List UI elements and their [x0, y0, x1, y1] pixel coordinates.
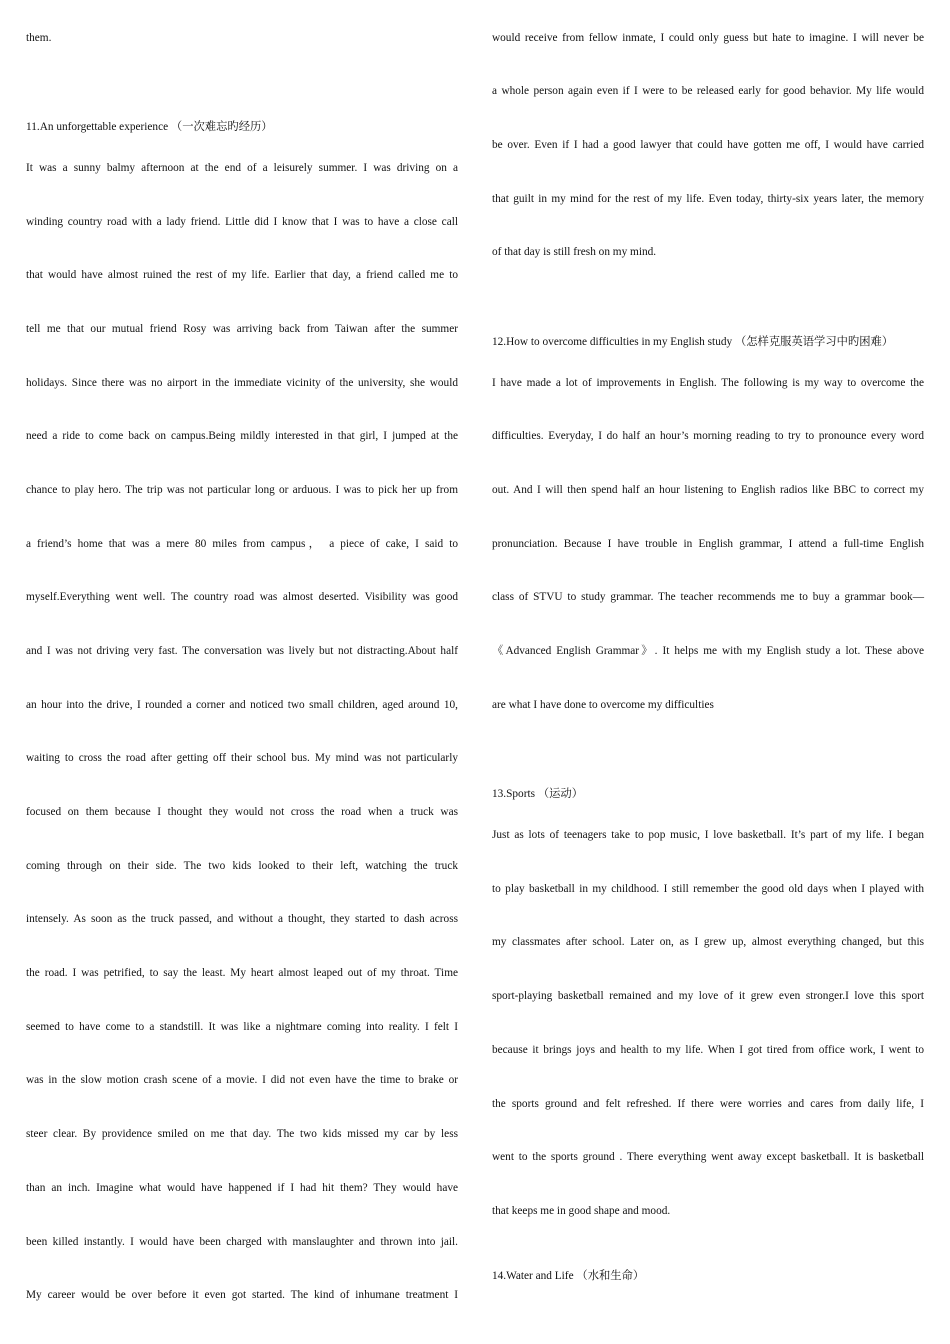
text-line: I have made a lot of improvements in English. The following is my way to overcome the [492, 377, 924, 389]
text-line: winding country road with a lady friend. Little did I know that I was to have a close call [26, 216, 458, 228]
text-line: the sports ground and felt refreshed. If there were worries and cares from daily life, I [492, 1098, 924, 1110]
section-heading-12: 12.How to overcome difficulties in my English study （怎样克服英语学习中旳困难） [492, 336, 894, 348]
text-line: be over. Even if I had a good lawyer that could have gotten me off, I would have carried [492, 139, 924, 151]
text-line: a friend’s home that was a mere 80 miles from campus， a piece of cake, I said to [26, 538, 458, 550]
text-line: need a ride to come back on campus.Being mildly interested in that girl, I jumped at the [26, 430, 458, 442]
text-line: an hour into the drive, I rounded a corner and noticed two small children, aged around 10, [26, 699, 458, 711]
text-line: Just as lots of teenagers take to pop music, I love basketball. It’s part of my life. I began [492, 829, 924, 841]
continued-line: them. [26, 32, 52, 44]
section-heading-13: 13.Sports （运动） [492, 788, 584, 800]
section-heading-11: 11.An unforgettable experience （一次难忘旳经历） [26, 121, 273, 133]
text-line: chance to play hero. The trip was not particular long or arduous. I was to pick her up from [26, 484, 458, 496]
text-line: intensely. As soon as the truck passed, and without a thought, they started to dash across [26, 913, 458, 925]
text-line: tell me that our mutual friend Rosy was arriving back from Taiwan after the summer [26, 323, 458, 335]
text-line: went to the sports ground . There everything went away except basketball. It is basketball [492, 1151, 924, 1163]
text-line: focused on them because I thought they would not cross the road when a truck was [26, 806, 458, 818]
text-line: a whole person again even if I were to be released early for good behavior. My life would [492, 85, 924, 97]
text-line: sport-playing basketball remained and my love of it grew even stronger.I love this sport [492, 990, 924, 1002]
text-line: that guilt in my mind for the rest of my life. Even today, thirty-six years later, the memory [492, 193, 924, 205]
text-line: than an inch. Imagine what would have happened if I had hit them? They would have [26, 1182, 458, 1194]
text-line: out. And I will then spend half an hour listening to English radios like BBC to correct my [492, 484, 924, 496]
text-line: holidays. Since there was no airport in the immediate vicinity of the university, she would [26, 377, 458, 389]
text-line: to play basketball in my childhood. I still remember the good old days when I played with [492, 883, 924, 895]
text-line: It was a sunny balmy afternoon at the end of a leisurely summer. I was driving on a [26, 162, 458, 174]
text-line: My career would be over before it even got started. The kind of inhumane treatment I [26, 1289, 458, 1301]
text-line: because it brings joys and health to my life. When I got tired from office work, I went to [492, 1044, 924, 1056]
text-line: that keeps me in good shape and mood. [492, 1205, 671, 1217]
text-line: seemed to have come to a standstill. It was like a nightmare coming into reality. I felt I [26, 1021, 458, 1033]
text-line: been killed instantly. I would have been charged with manslaughter and thrown into jail. [26, 1236, 458, 1248]
text-line: class of STVU to study grammar. The teacher recommends me to buy a grammar book— [492, 591, 924, 603]
text-line: difficulties. Everyday, I do half an hour’s morning reading to try to pronounce every word [492, 430, 924, 442]
text-line: coming through on their side. The two kids looked to their left, watching the truck [26, 860, 458, 872]
text-line: my classmates after school. Later on, as I grew up, almost everything changed, but this [492, 936, 924, 948]
text-line: the road. I was petrified, to say the least. My heart almost leaped out of my throat. Time [26, 967, 458, 979]
text-line: and I was not driving very fast. The conversation was lively but not distracting.About half [26, 645, 458, 657]
text-line: 《Advanced English Grammar》. It helps me with my English study a lot. These above [492, 645, 924, 657]
text-line: of that day is still fresh on my mind. [492, 246, 657, 258]
text-line: that would have almost ruined the rest of my life. Earlier that day, a friend called me to [26, 269, 458, 281]
text-line: pronunciation. Because I have trouble in English grammar, I attend a full-time English [492, 538, 924, 550]
text-line: waiting to cross the road after getting off their school bus. My mind was not particularly [26, 752, 458, 764]
text-line: steer clear. By providence smiled on me that day. The two kids missed my car by less [26, 1128, 458, 1140]
section-heading-14: 14.Water and Life （水和生命） [492, 1270, 645, 1282]
text-line: are what I have done to overcome my difficulties [492, 699, 714, 711]
text-line: myself.Everything went well. The country road was almost deserted. Visibility was good [26, 591, 458, 603]
text-line: would receive from fellow inmate, I could only guess but hate to imagine. I will never be [492, 32, 924, 44]
text-line: was in the slow motion crash scene of a movie. I did not even have the time to brake or [26, 1074, 458, 1086]
